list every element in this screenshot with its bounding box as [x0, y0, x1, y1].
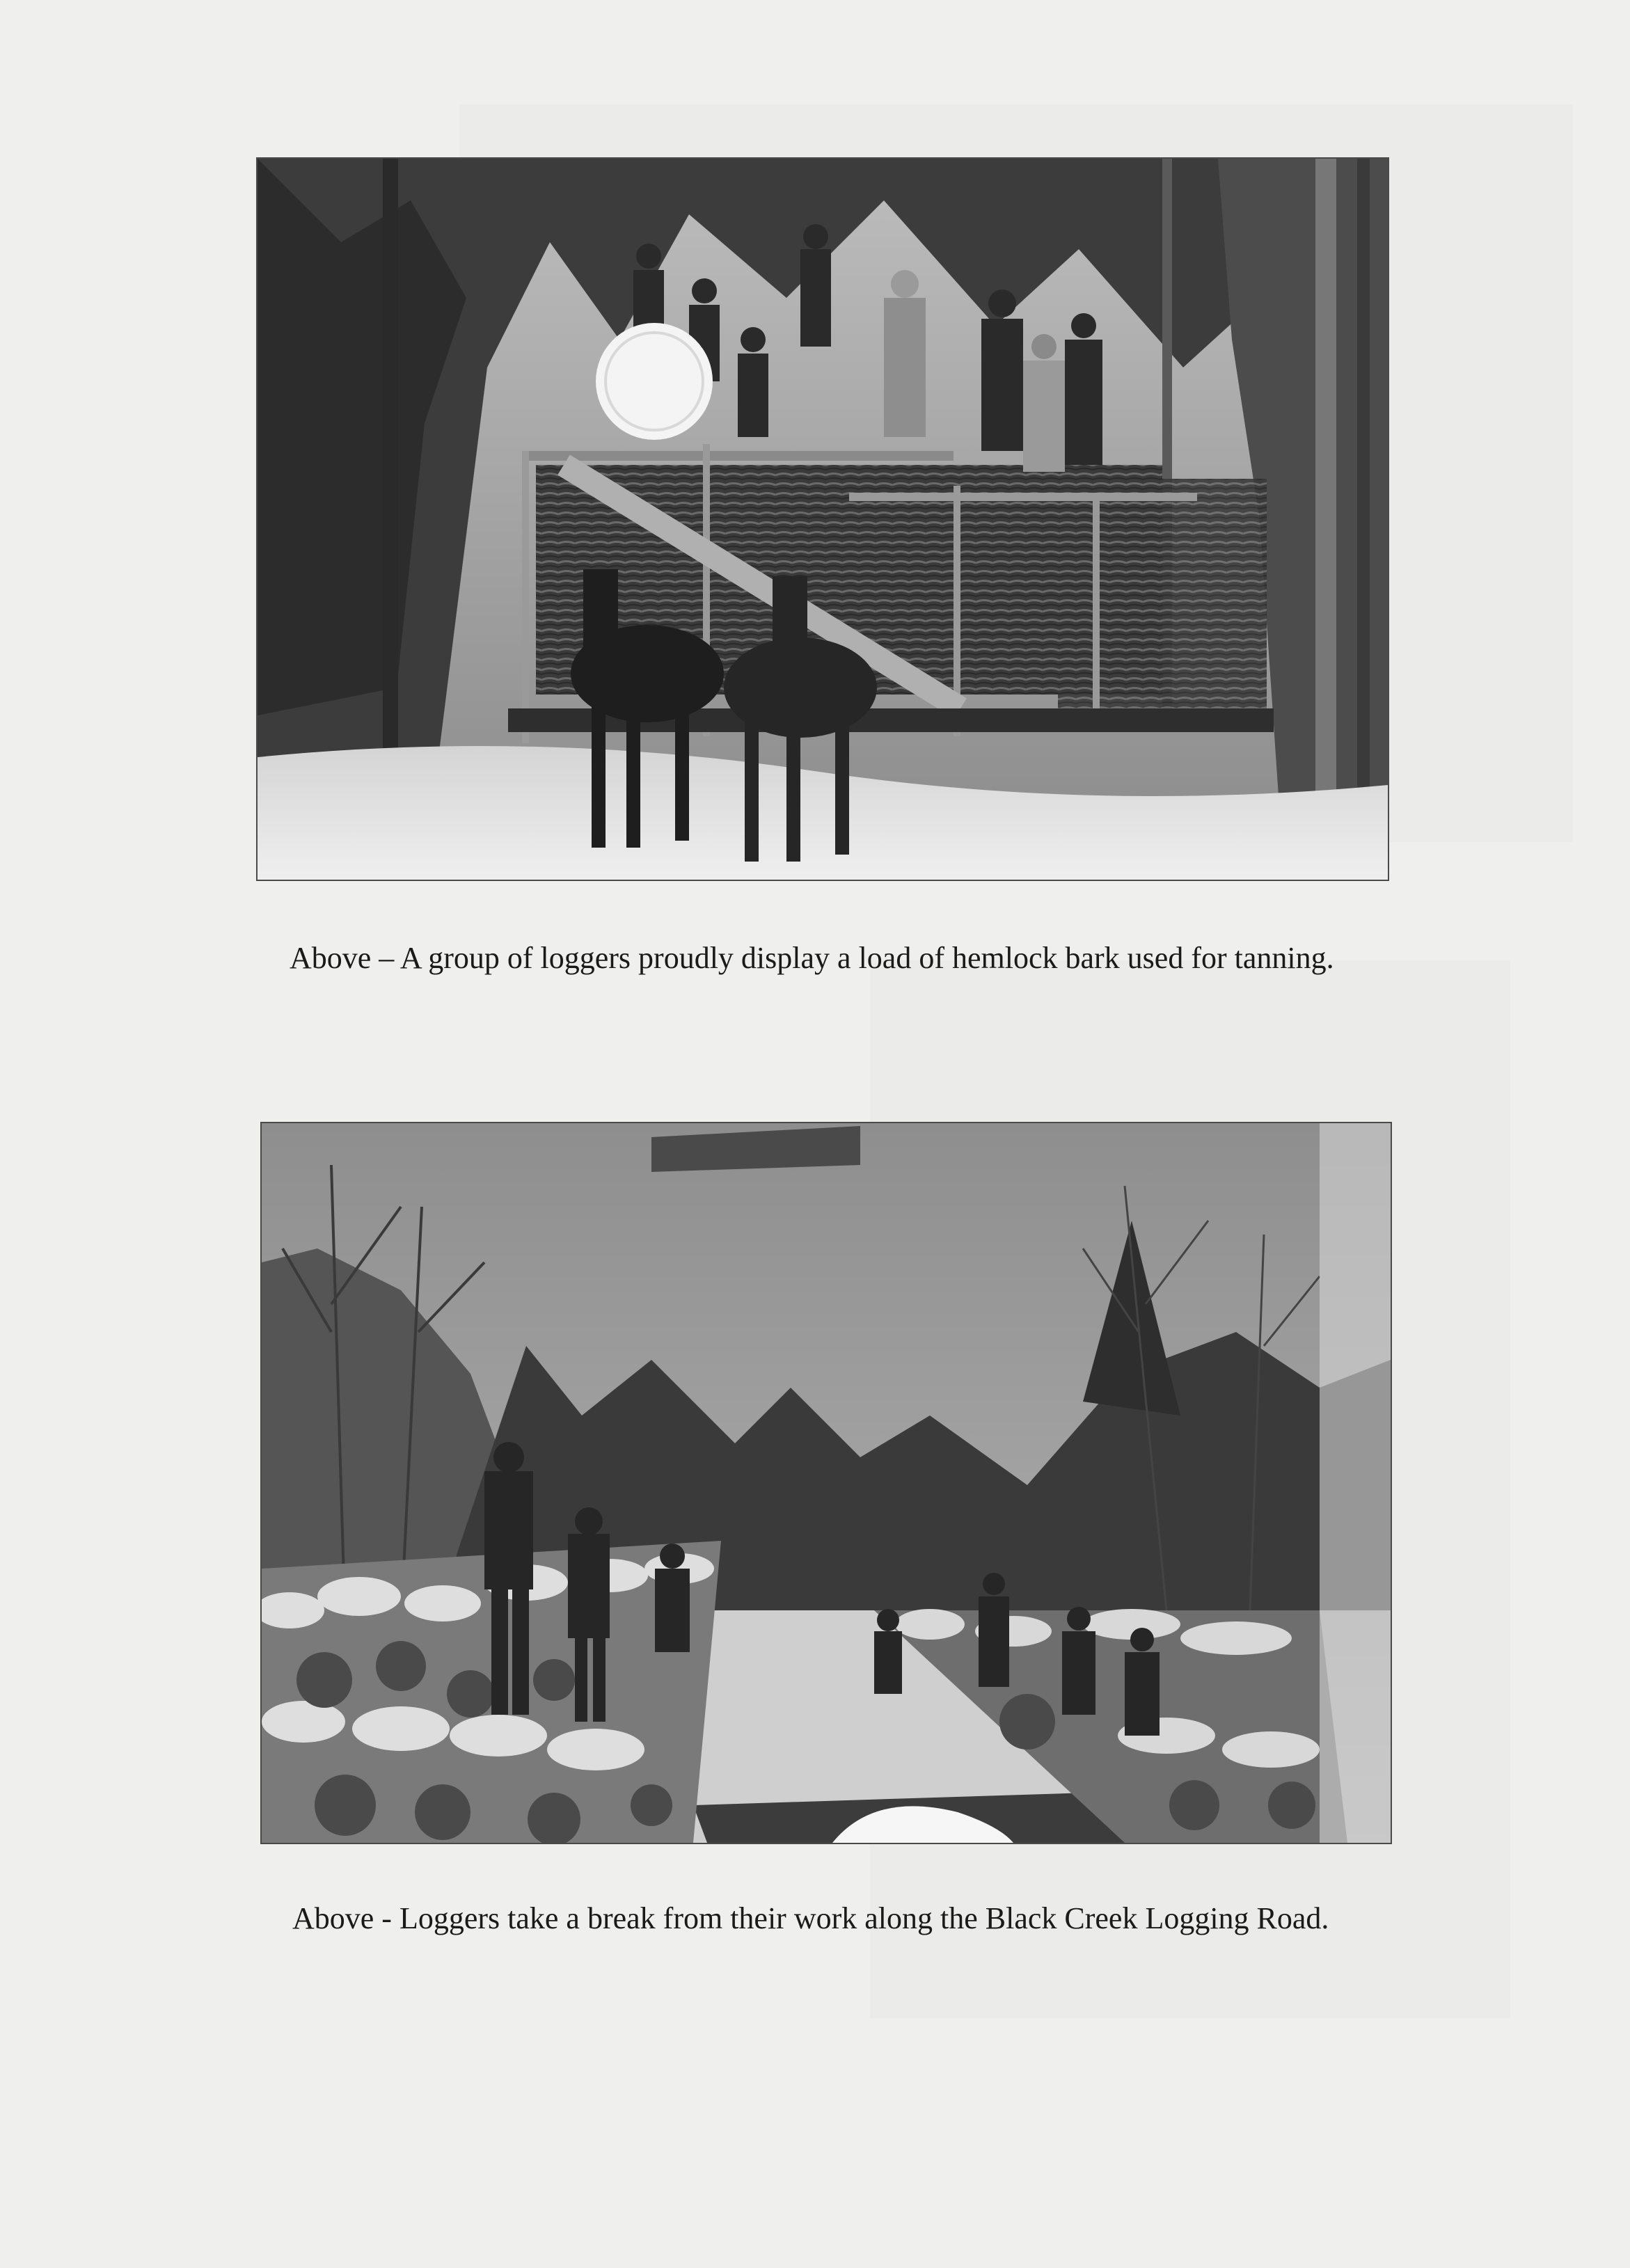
- photo-black-creek-logging-road: [262, 1123, 1391, 1843]
- photo-caption-bottom: Above - Loggers take a break from their work along the Black Creek Logging Road.: [292, 1901, 1329, 1935]
- photo-caption-top: Above – A group of loggers proudly display a load of hemlock bark used for tanning.: [290, 941, 1334, 975]
- photo-hemlock-bark-load: [258, 159, 1388, 880]
